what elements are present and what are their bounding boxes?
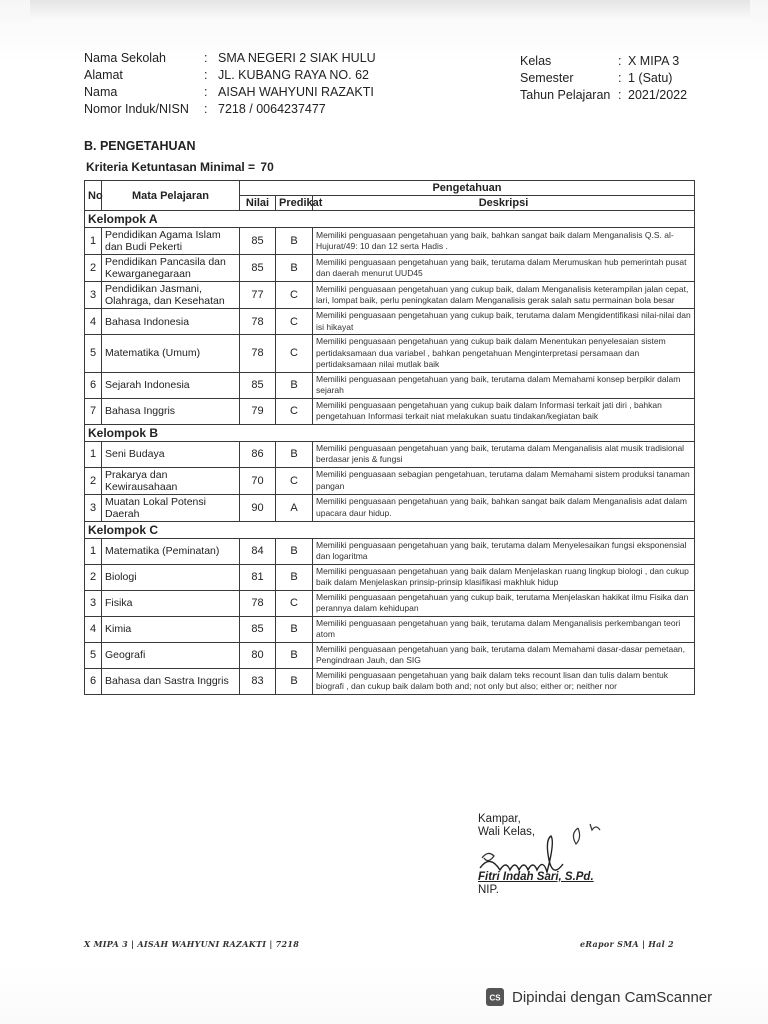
table-row (85, 642, 695, 668)
table-row (85, 467, 695, 494)
description: Memiliki penguasaan pengetahuan yang cukup baik, terutama Menjelaskan hakikat ilmu Fisika dan perannya dalam kehidupan (313, 590, 695, 616)
row-number: 6 (85, 372, 102, 398)
predicate: B (276, 228, 313, 255)
subject-name: Bahasa dan Sastra Inggris (102, 668, 240, 694)
predicate: C (276, 590, 313, 616)
header-knowledge: Pengetahuan (240, 181, 695, 196)
row-number: 5 (85, 642, 102, 668)
row-number: 1 (85, 441, 102, 467)
info-value: X MIPA 3 (628, 54, 680, 68)
subject-name: Matematika (Umum) (102, 335, 240, 373)
table-row (85, 441, 695, 467)
score: 85 (240, 616, 276, 642)
score: 70 (240, 467, 276, 494)
group-name: Kelompok C (85, 521, 695, 538)
description: Memiliki penguasaan pengetahuan yang baik, bahkan sangat baik dalam Menganalisis Q.S. al-Hujurat/49: 10 dan 12 serta Hadis . (313, 228, 695, 255)
footer-student: X MIPA 3 | AISAH WAHYUNI RAZAKTI | 7218 (84, 939, 300, 949)
subject-name: Geografi (102, 642, 240, 668)
description: Memiliki penguasaan pengetahuan yang baik, terutama dalam Menganalisis alat musik tradisional berdasar jenis & fungsi (313, 441, 695, 467)
info-value: JL. KUBANG RAYA NO. 62 (218, 68, 369, 82)
grades-table (84, 180, 695, 695)
predicate: C (276, 309, 313, 335)
group-name: Kelompok B (85, 424, 695, 441)
scan-shadow (30, 0, 750, 22)
score: 84 (240, 538, 276, 564)
kkm-line (84, 160, 274, 174)
subject-name: Matematika (Peminatan) (102, 538, 240, 564)
subject-name: Biologi (102, 564, 240, 590)
grades-body (85, 211, 695, 695)
predicate: B (276, 668, 313, 694)
description: Memiliki penguasaan pengetahuan yang baik, terutama dalam Memahami dasar-dasar pemetaan, Pengindraan Jauh, dan SIG (313, 642, 695, 668)
table-row (85, 538, 695, 564)
row-number: 1 (85, 228, 102, 255)
predicate: B (276, 372, 313, 398)
description: Memiliki penguasaan pengetahuan yang cukup baik dalam Menentukan penyelesaian sistem pertidaksamaan dua variabel , bahkan pengetahuan Menginterpretasi persamaan dan pertidaksamaan nilai mutlak baik (313, 335, 695, 373)
row-number: 3 (85, 590, 102, 616)
row-number: 2 (85, 467, 102, 494)
info-value: 2021/2022 (628, 88, 688, 102)
footer-page: eRapor SMA | Hal 2 (580, 939, 674, 949)
description: Memiliki penguasaan pengetahuan yang baik, terutama dalam Menganalisis perkembangan teori atom (313, 616, 695, 642)
predicate: C (276, 467, 313, 494)
predicate: B (276, 616, 313, 642)
description: Memiliki penguasaan sebagian pengetahuan, terutama dalam Memahami sistem produksi tanaman pangan (313, 467, 695, 494)
table-row (85, 590, 695, 616)
description: Memiliki penguasaan pengetahuan yang baik, bahkan sangat baik dalam Menganalisis adat dalam upacara daur hidup. (313, 494, 695, 521)
signature-name: Fitri Indah Sari, S.Pd. (478, 871, 594, 883)
table-row (85, 228, 695, 255)
table-row (85, 494, 695, 521)
camscanner-logo-icon (486, 988, 504, 1006)
subject-name: Pendidikan Agama Islam dan Budi Pekerti (102, 228, 240, 255)
description: Memiliki penguasaan pengetahuan yang baik dalam teks recount lisan dan tulis dalam bentuk biografi , dan cukup baik dalam both and; not only but also; either or; neither nor (313, 668, 695, 694)
row-number: 7 (85, 398, 102, 424)
info-row-class: Kelas : X MIPA 3 (520, 54, 680, 68)
row-number: 3 (85, 282, 102, 309)
score: 79 (240, 398, 276, 424)
header-no: No (85, 181, 102, 211)
subject-name: Kimia (102, 616, 240, 642)
signature-block (478, 813, 594, 897)
group-row (85, 521, 695, 538)
info-value: AISAH WAHYUNI RAZAKTI (218, 85, 374, 99)
row-number: 4 (85, 616, 102, 642)
description: Memiliki penguasaan pengetahuan yang baik, terutama dalam Menyelesaikan fungsi eksponensial dan logaritma (313, 538, 695, 564)
group-row (85, 211, 695, 228)
score: 85 (240, 228, 276, 255)
row-number: 3 (85, 494, 102, 521)
header-subject: Mata Pelajaran (102, 181, 240, 211)
kkm-label: Kriteria Ketuntasan Minimal = (86, 160, 256, 174)
subject-name: Muatan Lokal Potensi Daerah (102, 494, 240, 521)
predicate: B (276, 255, 313, 282)
description: Memiliki penguasaan pengetahuan yang cukup baik dalam Informasi terkait jati diri , bahkan pengetahuan Informasi terkait niat melakukan suatu tindakan/kegiatan baik (313, 398, 695, 424)
header-score: Nilai (240, 196, 276, 211)
predicate: B (276, 441, 313, 467)
predicate: B (276, 642, 313, 668)
info-value: 1 (Satu) (628, 71, 673, 85)
info-row-name: Nama : AISAH WAHYUNI RAZAKTI (84, 85, 374, 99)
subject-name: Fisika (102, 590, 240, 616)
table-row (85, 255, 695, 282)
table-row (85, 564, 695, 590)
kkm-value: 70 (260, 160, 274, 174)
header-predicate: Predikat (276, 196, 313, 211)
subject-name: Bahasa Indonesia (102, 309, 240, 335)
predicate: B (276, 538, 313, 564)
predicate: C (276, 335, 313, 373)
score: 81 (240, 564, 276, 590)
score: 80 (240, 642, 276, 668)
description: Memiliki penguasaan pengetahuan yang baik, terutama dalam Memahami konsep berpikir dalam sejarah (313, 372, 695, 398)
subject-name: Pendidikan Pancasila dan Kewarganegaraan (102, 255, 240, 282)
signature-nip: NIP. (478, 884, 499, 896)
table-row (85, 335, 695, 373)
predicate: B (276, 564, 313, 590)
table-row (85, 398, 695, 424)
description: Memiliki penguasaan pengetahuan yang cukup baik, terutama dalam Mengidentifikasi nilai-nilai dan isi hikayat (313, 309, 695, 335)
table-row (85, 616, 695, 642)
info-value: SMA NEGERI 2 SIAK HULU (218, 51, 376, 65)
info-row-address: Alamat : JL. KUBANG RAYA NO. 62 (84, 68, 369, 82)
score: 83 (240, 668, 276, 694)
description: Memiliki penguasaan pengetahuan yang cukup baik, dalam Menganalisis keterampilan jalan cepat, lari, lompat baik, perlu peningkatan dalam Menganalisis gerak salah satu permainan bola besar (313, 282, 695, 309)
table-row (85, 372, 695, 398)
info-row-nisn: Nomor Induk/NISN : 7218 / 0064237477 (84, 102, 326, 116)
student-info (84, 50, 376, 118)
table-row (85, 282, 695, 309)
row-number: 4 (85, 309, 102, 335)
predicate: A (276, 494, 313, 521)
row-number: 2 (85, 255, 102, 282)
camscanner-watermark (486, 988, 712, 1006)
table-row (85, 668, 695, 694)
description: Memiliki penguasaan pengetahuan yang baik, terutama dalam Merumuskan hub pemerintah pusat dan daerah menurut UUD45 (313, 255, 695, 282)
header-description: Deskripsi (313, 196, 695, 211)
row-number: 6 (85, 668, 102, 694)
info-value: 7218 / 0064237477 (218, 102, 326, 116)
score: 78 (240, 335, 276, 373)
group-name: Kelompok A (85, 211, 695, 228)
score: 77 (240, 282, 276, 309)
predicate: C (276, 398, 313, 424)
score: 85 (240, 372, 276, 398)
watermark-text: Dipindai dengan CamScanner (512, 988, 713, 1006)
info-row-semester: Semester : 1 (Satu) (520, 71, 673, 85)
signature-place: Kampar, (478, 813, 521, 825)
row-number: 2 (85, 564, 102, 590)
subject-name: Seni Budaya (102, 441, 240, 467)
signature-role: Wali Kelas, (478, 826, 536, 838)
info-row-year: Tahun Pelajaran : 2021/2022 (520, 88, 688, 102)
svg-text:CS: CS (489, 993, 501, 1003)
score: 90 (240, 494, 276, 521)
group-row (85, 424, 695, 441)
info-row-school: Nama Sekolah : SMA NEGERI 2 SIAK HULU (84, 51, 376, 65)
subject-name: Bahasa Inggris (102, 398, 240, 424)
predicate: C (276, 282, 313, 309)
class-info (520, 53, 687, 104)
score: 86 (240, 441, 276, 467)
description: Memiliki penguasaan pengetahuan yang baik dalam Menjelaskan ruang lingkup biologi , dan cukup baik dalam Menjelaskan prinsip-prinsip klasifikasi makhluk hidup (313, 564, 695, 590)
table-row (85, 309, 695, 335)
subject-name: Pendidikan Jasmani, Olahraga, dan Kesehatan (102, 282, 240, 309)
score: 78 (240, 590, 276, 616)
score: 78 (240, 309, 276, 335)
score: 85 (240, 255, 276, 282)
section-title: B. PENGETAHUAN (84, 139, 196, 153)
row-number: 5 (85, 335, 102, 373)
subject-name: Sejarah Indonesia (102, 372, 240, 398)
subject-name: Prakarya dan Kewirausahaan (102, 467, 240, 494)
row-number: 1 (85, 538, 102, 564)
